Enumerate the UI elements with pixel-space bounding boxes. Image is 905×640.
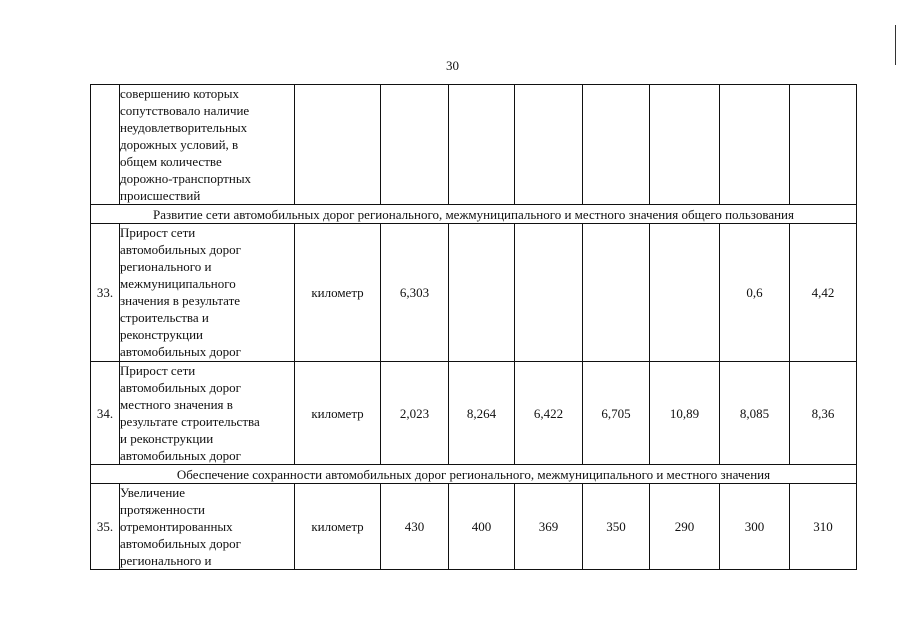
value-cell: 430 xyxy=(381,484,449,570)
value-cell xyxy=(650,85,720,205)
value-cell: 6,705 xyxy=(583,362,650,465)
section-header-row xyxy=(91,205,857,224)
row-number-cell: 33. xyxy=(91,224,120,362)
value-cell xyxy=(515,224,583,362)
value-cell: 10,89 xyxy=(650,362,720,465)
row-number-cell: 35. xyxy=(91,484,120,570)
section-header-row xyxy=(91,465,857,484)
indicator-name-cell: Прирост сети автомобильных дорог регионального и межмуниципального значения в результате строительства и реконструкции автомобильных дорог xyxy=(120,224,295,362)
value-cell: 2,023 xyxy=(381,362,449,465)
value-cell: 369 xyxy=(515,484,583,570)
value-cell xyxy=(449,224,515,362)
value-cell: 400 xyxy=(449,484,515,570)
value-cell xyxy=(515,85,583,205)
value-cell: 6,422 xyxy=(515,362,583,465)
value-cell: 8,36 xyxy=(790,362,857,465)
section-heading-development: Развитие сети автомобильных дорог регионального, межмуниципального и местного значения общего пользования xyxy=(91,205,857,224)
value-cell xyxy=(449,85,515,205)
row-number-cell: 34. xyxy=(91,362,120,465)
value-cell: 300 xyxy=(720,484,790,570)
table-row-35 xyxy=(91,484,857,570)
value-cell xyxy=(720,85,790,205)
value-cell: 350 xyxy=(583,484,650,570)
scan-edge-mark xyxy=(895,25,896,65)
unit-cell xyxy=(295,85,381,205)
value-cell: 8,264 xyxy=(449,362,515,465)
value-cell xyxy=(583,224,650,362)
unit-cell: километр xyxy=(295,224,381,362)
indicator-name-cell: Увеличение протяженности отремонтированных автомобильных дорог регионального и xyxy=(120,484,295,570)
value-cell: 290 xyxy=(650,484,720,570)
value-cell: 0,6 xyxy=(720,224,790,362)
page-number: 30 xyxy=(446,58,459,73)
table-row-33 xyxy=(91,224,857,362)
value-cell: 8,085 xyxy=(720,362,790,465)
value-cell xyxy=(790,85,857,205)
value-cell: 6,303 xyxy=(381,224,449,362)
indicator-name-cell: Прирост сети автомобильных дорог местного значения в результате строительства и реконструкции автомобильных дорог xyxy=(120,362,295,465)
value-cell: 4,42 xyxy=(790,224,857,362)
unit-cell: километр xyxy=(295,484,381,570)
indicator-name-cell: совершению которых сопутствовало наличие неудовлетворительных дорожных условий, в общем количестве дорожно-транспортных происшествий xyxy=(120,85,295,205)
unit-cell: километр xyxy=(295,362,381,465)
value-cell xyxy=(583,85,650,205)
table-row-continuation xyxy=(91,85,857,205)
table-row-34 xyxy=(91,362,857,465)
value-cell xyxy=(381,85,449,205)
row-number-cell xyxy=(91,85,120,205)
section-heading-preservation: Обеспечение сохранности автомобильных дорог регионального, межмуниципального и местного значения xyxy=(91,465,857,484)
value-cell: 310 xyxy=(790,484,857,570)
indicators-table xyxy=(90,84,857,570)
value-cell xyxy=(650,224,720,362)
